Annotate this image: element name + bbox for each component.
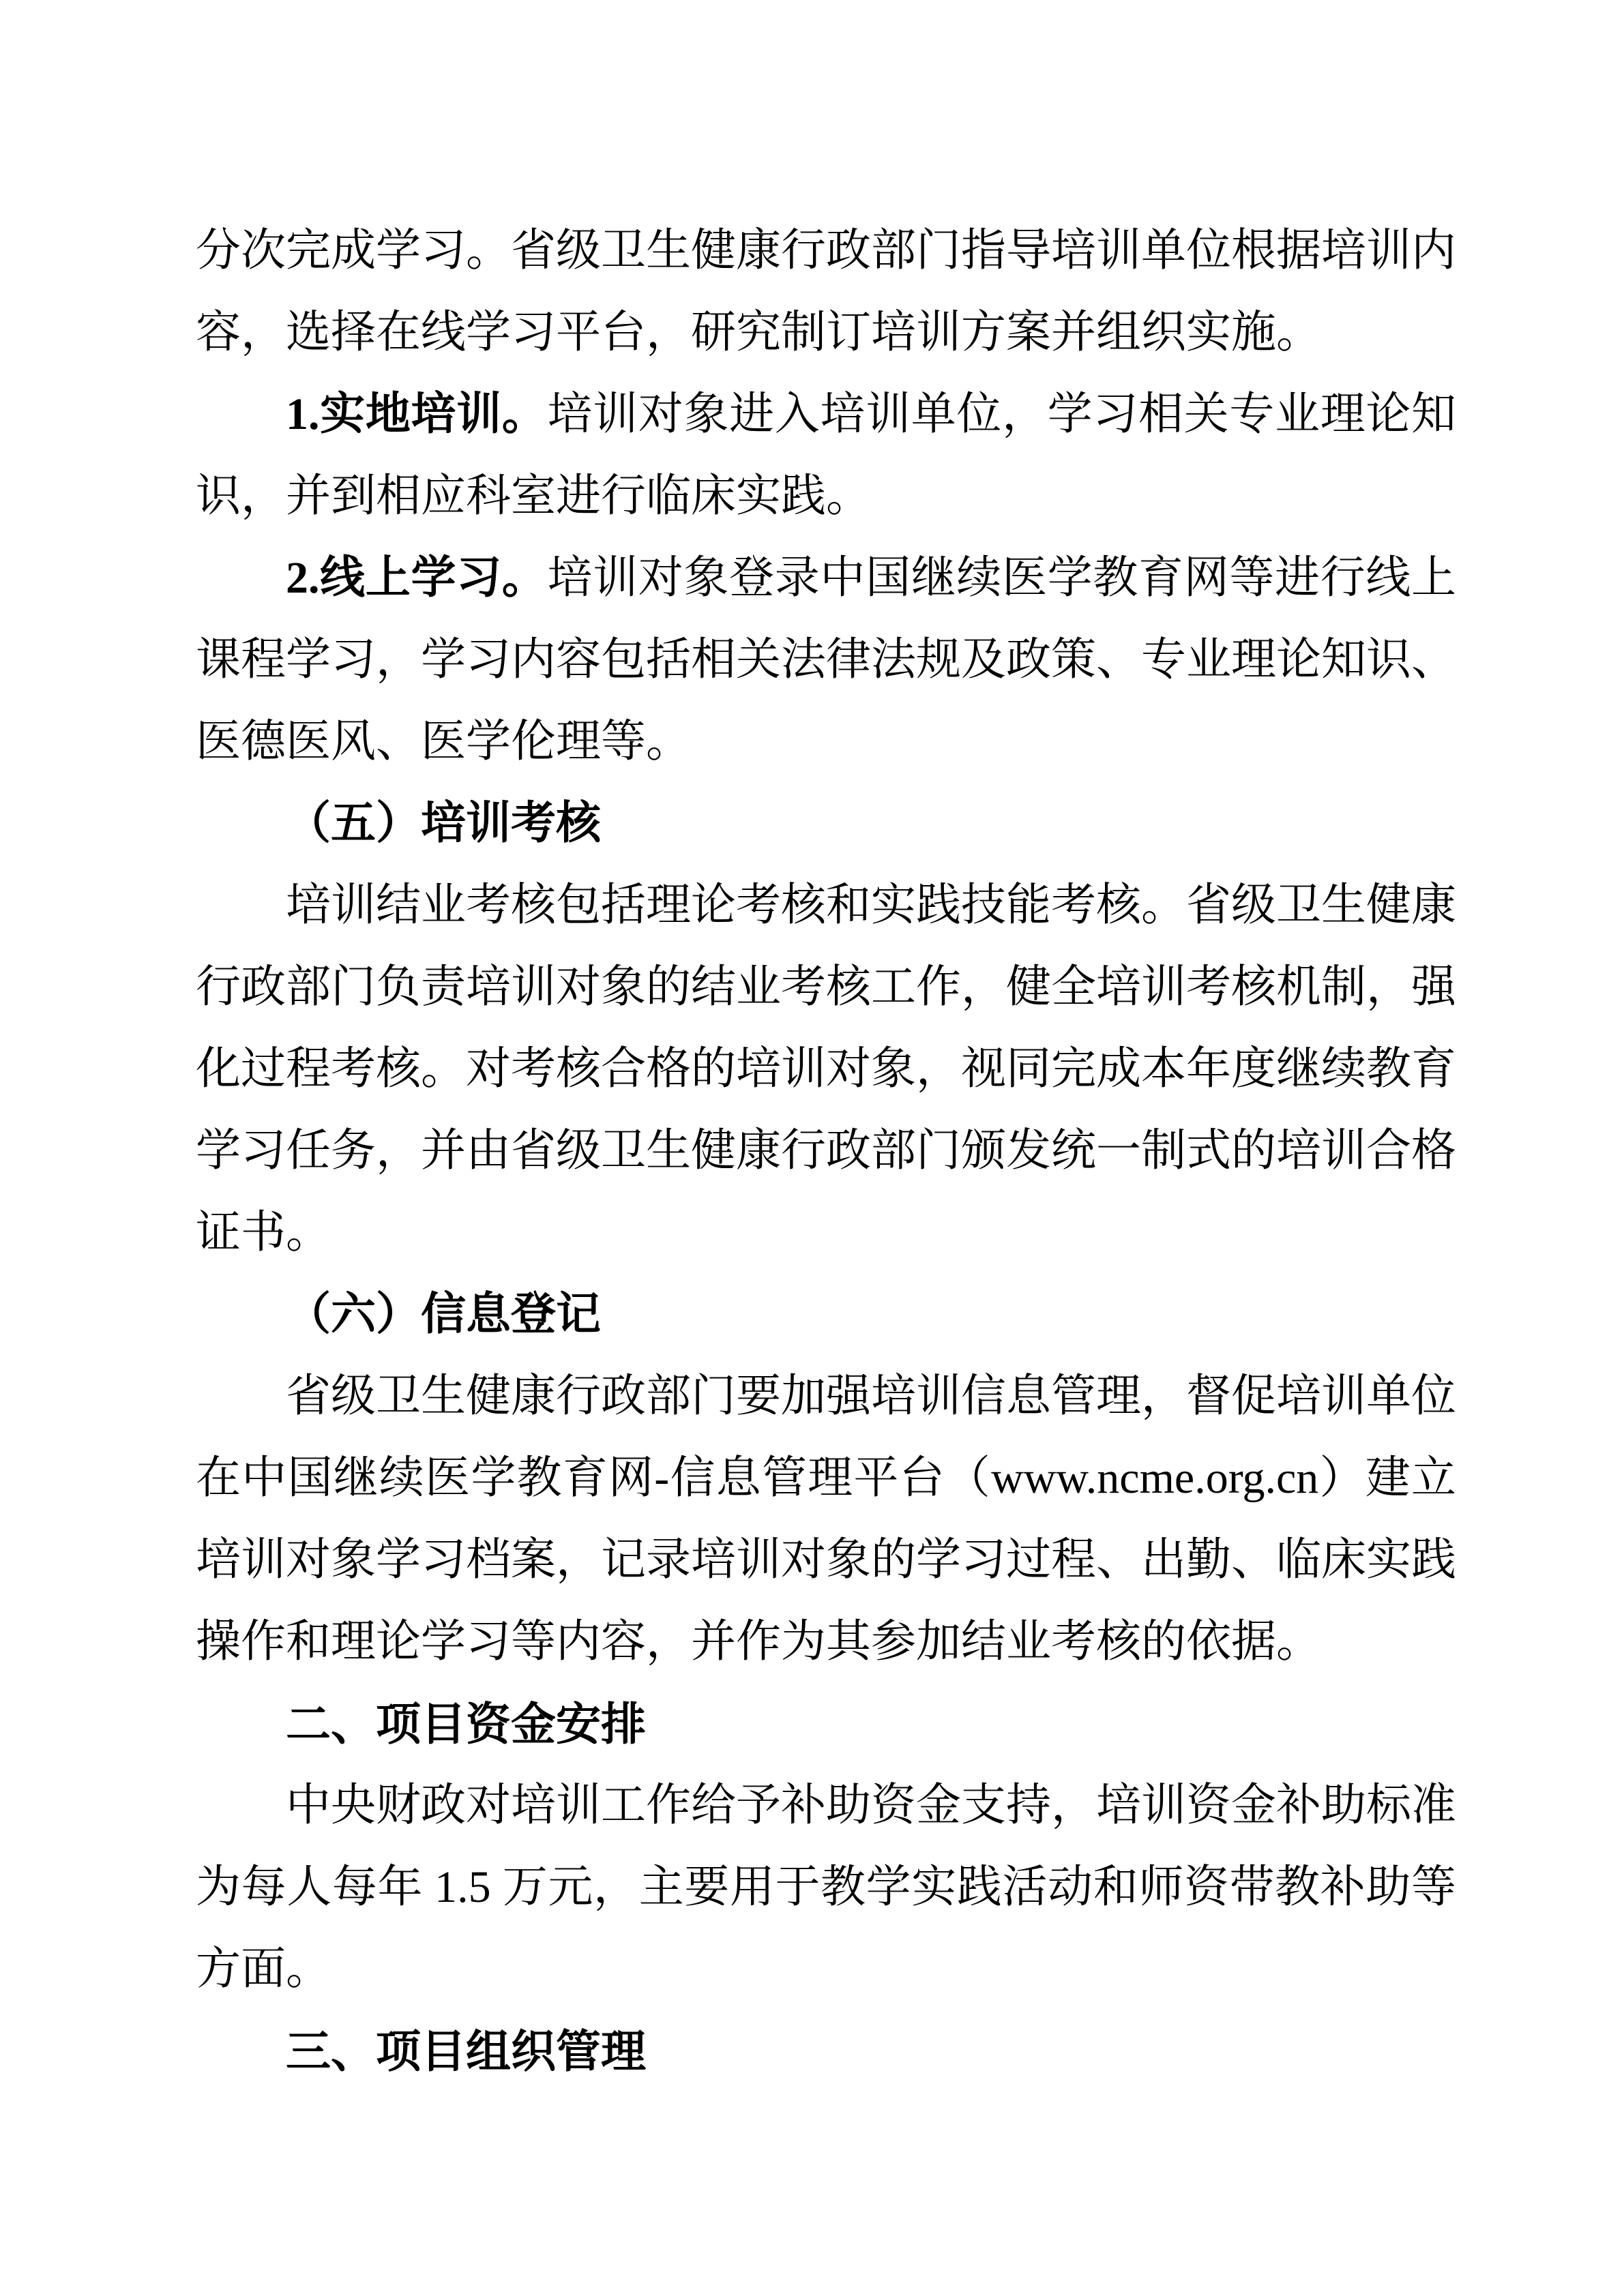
heading-section-6-run-0: （六）信息登记 xyxy=(286,1289,601,1339)
paragraph-online-learning-run-0: 2.线上学习。 xyxy=(286,553,548,603)
paragraph-onsite-training-run-1: 培训对象进入培训单位，学习相关专业理论知识，并到相应科室进行临床实践。 xyxy=(196,389,1457,521)
heading-chapter-3-run-0: 三、项目组织管理 xyxy=(286,2026,646,2076)
document-content xyxy=(196,210,1456,2092)
heading-chapter-2 xyxy=(196,1683,1456,1765)
paragraph-assessment xyxy=(196,865,1456,1274)
paragraph-continued-run-0: 分次完成学习。省级卫生健康行政部门指导培训单位根据培训内容，选择在线学习平台，研究制订培训方案并组织实施。 xyxy=(196,226,1456,357)
paragraph-assessment-run-0: 培训结业考核包括理论考核和实践技能考核。省级卫生健康行政部门负责培训对象的结业考核工作，健全培训考核机制，强化过程考核。对考核合格的培训对象，视同完成本年度继续教育学习任务，并由省级卫生健康行政部门颁发统一制式的培训合格证书。 xyxy=(196,880,1456,1257)
paragraph-funding xyxy=(196,1765,1456,2010)
heading-section-5-run-0: （五）培训考核 xyxy=(286,799,601,848)
heading-chapter-2-run-0: 二、项目资金安排 xyxy=(286,1699,646,1749)
heading-section-6 xyxy=(196,1274,1456,1356)
paragraph-onsite-training-run-0: 1.实地培训。 xyxy=(286,389,548,439)
paragraph-continued xyxy=(196,210,1456,374)
paragraph-online-learning xyxy=(196,537,1456,783)
heading-section-5 xyxy=(196,783,1456,865)
paragraph-onsite-training xyxy=(196,374,1456,537)
paragraph-funding-run-0: 中央财政对培训工作给予补助资金支持，培训资金补助标准为每人每年 1.5 万元，主要用于教学实践活动和师资带教补助等方面。 xyxy=(196,1780,1456,1994)
heading-chapter-3 xyxy=(196,2010,1456,2092)
paragraph-online-learning-run-1: 培训对象登录中国继续医学教育网等进行线上课程学习，学习内容包括相关法律法规及政策、专业理论知识、医德医风、医学伦理等。 xyxy=(196,553,1457,766)
paragraph-info-registration-run-0: 省级卫生健康行政部门要加强培训信息管理，督促培训单位在中国继续医学教育网-信息管理平台（www.ncme.org.cn）建立培训对象学习档案，记录培训对象的学习过程、出勤、临床实践操作和理论学习等内容，并作为其参加结业考核的依据。 xyxy=(196,1371,1456,1667)
paragraph-info-registration xyxy=(196,1356,1456,1683)
